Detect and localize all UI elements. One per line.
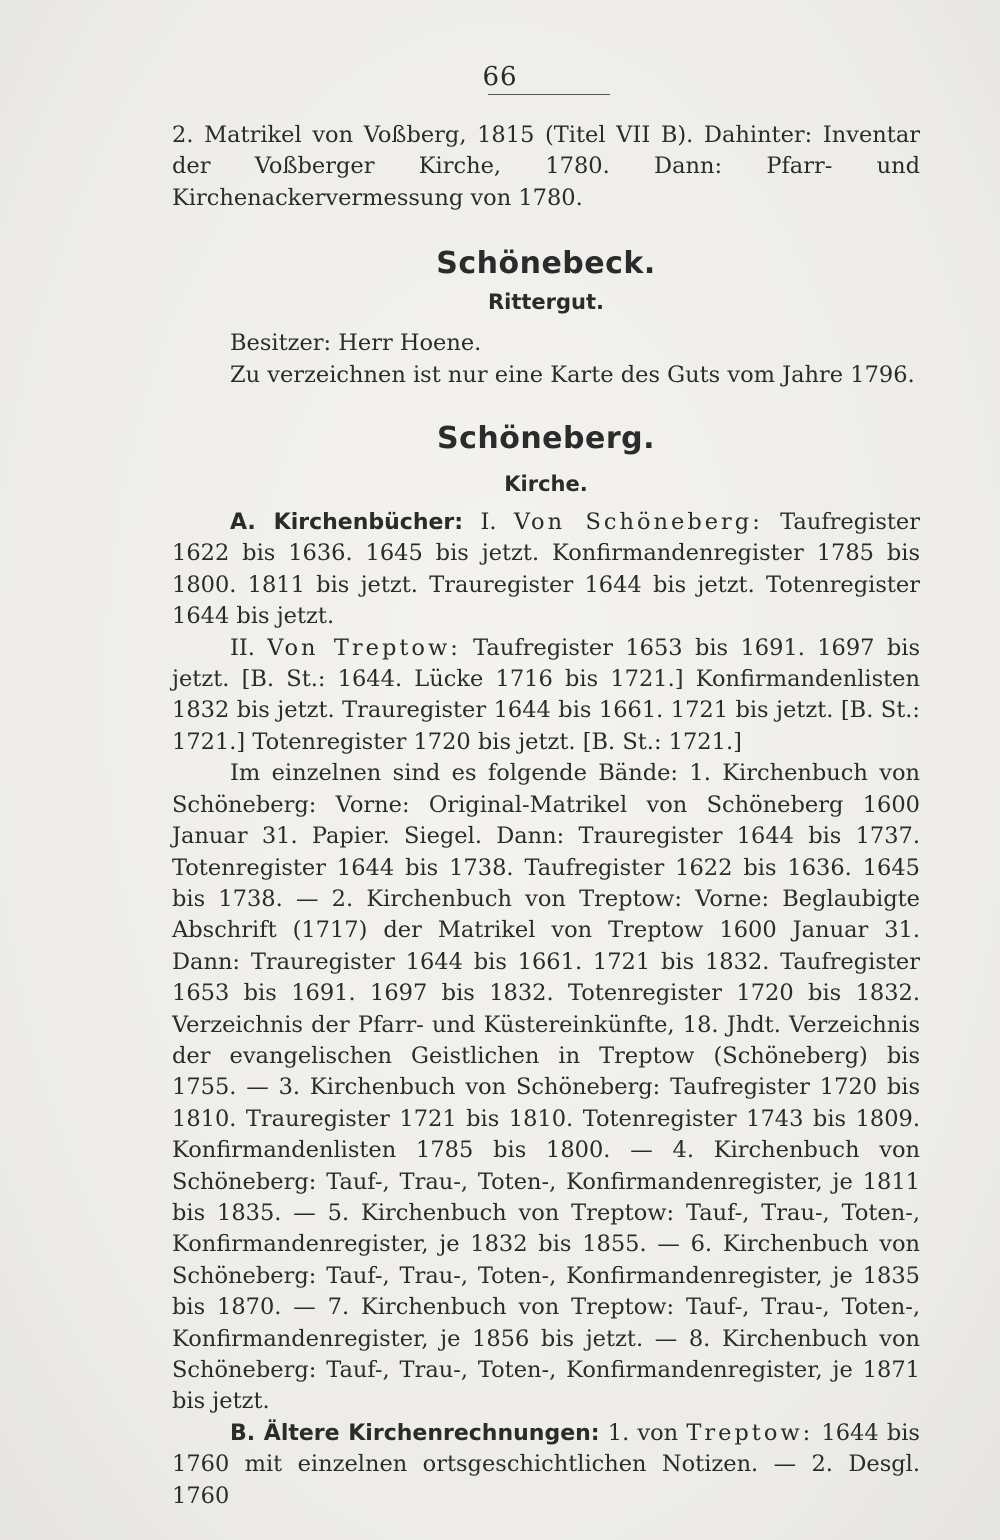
section-b-label: B. Ältere Kirchenrechnungen: [230, 1420, 600, 1446]
intro-paragraph: 2. Matrikel von Voßberg, 1815 (Titel VII B). Dahinter: Inventar der Voßberger Kirche, 1780. Dann: Pfarr- und Kirchenackervermessung von 1780. [172, 122, 920, 211]
subheading-kirche: Kirche. [504, 472, 588, 497]
section-a-ii-text: Taufregister 1653 bis 1691. 1697 bis jetzt. [B. St.: 1644. Lücke 1716 bis 1721.] Konfirmandenlisten 1832 bis jetzt. Trauregister 1644 bis 1661. 1721 bis jetzt. [B. St.: 1721.] Totenregister 1720 bis jetzt. [B. St.: 1721.] [172, 634, 920, 755]
section-b-place: Treptow: [686, 1419, 814, 1446]
section-a-i-prefix: I. [480, 509, 497, 536]
page-content [172, 120, 920, 1512]
section-a-ii-place: Von Treptow: [267, 634, 461, 661]
page-number-rule [488, 94, 610, 95]
heading-schoenebeck: Schönebeck. [436, 246, 656, 282]
section-a-i-place: Von Schöneberg: [513, 509, 763, 536]
section-a-part-2 [172, 633, 920, 759]
section-b-prefix: 1. von [607, 1419, 679, 1446]
section-a-i-text: Taufregister 1622 bis 1636. 1645 bis jetzt. Konfirmandenregister 1785 bis 1800. 1811 bis jetzt. Trauregister 1644 bis jetzt. Totenregister 1644 bis jetzt. [172, 509, 920, 630]
heading-schoeneberg: Schöneberg. [436, 421, 656, 457]
map-note: Zu verzeichnen ist nur eine Karte des Guts vom Jahre 1796. [230, 361, 915, 388]
owner-line: Besitzer: Herr Hoene. [230, 330, 482, 357]
section-a-ii-prefix: II. [230, 634, 255, 661]
section-a-label: A. Kirchenbücher: [230, 510, 464, 536]
subheading-rittergut: Rittergut. [487, 290, 605, 315]
section-b [172, 1418, 920, 1512]
section-b-text: 1644 bis 1760 mit einzelnen ortsgeschichtlichen Notizen. — 2. Desgl. 1760 [172, 1419, 920, 1509]
section-a-details: Im einzelnen sind es folgende Bände: 1. Kirchenbuch von Schöneberg: Vorne: Original-Matrikel von Schöneberg 1600 Januar 31. Papier. Siegel. Dann: Trauregister 1644 bis 1737. Totenregister 1644 bis 1738. Taufregister 1622 bis 1636. 1645 bis 1738. — 2. Kirchenbuch von Treptow: Vorne: Beglaubigte Abschrift (1717) der Matrikel von Treptow 1600 Januar 31. Dann: Trauregister 1644 bis 1661. 1721 bis 1832. Taufregister 1653 bis 1691. 1697 bis 1832. Totenregister 1720 bis 1832. Verzeichnis der Pfarr- und Küstereinkünfte, 18. Jhdt. Verzeichnis der evangelischen Geistlichen in Treptow (Schöneberg) bis 1755. — 3. Kirchenbuch von Schöneberg: Taufregister 1720 bis 1810. Trauregister 1721 bis 1810. Totenregister 1743 bis 1809. Konfirmandenlisten 1785 bis 1800. — 4. Kirchenbuch von Schöneberg: Tauf-, Trau-, Toten-, Konfirmandenregister, je 1811 bis 1835. — 5. Kirchenbuch von Treptow: Tauf-, Trau-, Toten-, Konfirmandenregister, je 1832 bis 1855. — 6. Kirchenbuch von Schöneberg: Tauf-, Trau-, Toten-, Konfirmandenregister, je 1835 bis 1870. — 7. Kirchenbuch von Treptow: Tauf-, Trau-, Toten-, Konfirmandenregister, je 1856 bis jetzt. — 8. Kirchenbuch von Schöneberg: Tauf-, Trau-, Toten-, Konfirmandenregister, je 1871 bis jetzt. [172, 760, 920, 1415]
section-a-part-1 [172, 507, 920, 633]
page-number: 66 [482, 62, 518, 92]
